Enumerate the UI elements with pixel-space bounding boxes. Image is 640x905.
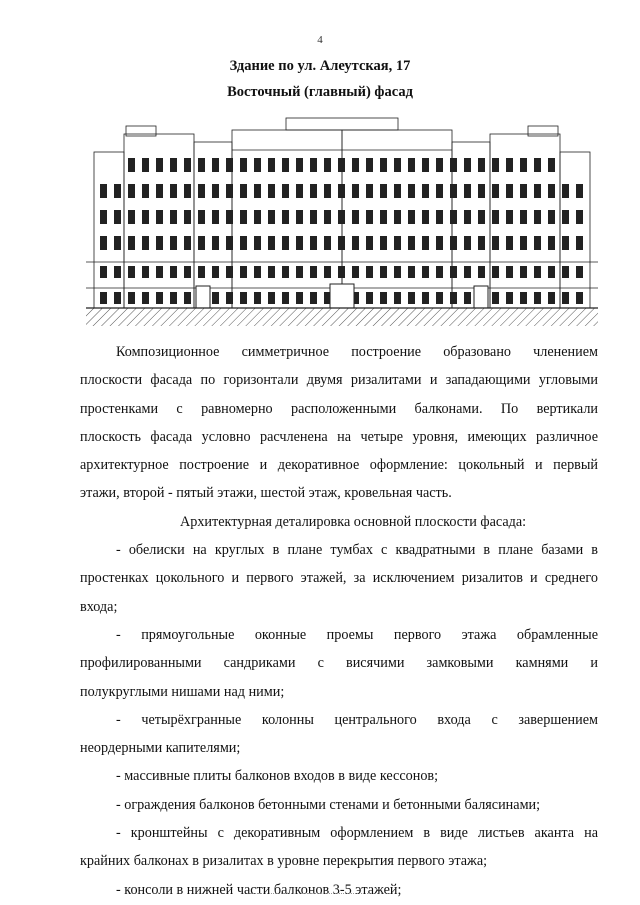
facade-window [380,184,387,198]
facade-window [100,184,107,198]
facade-svg [86,112,598,334]
facade-window [548,236,555,250]
page-title: Здание по ул. Алеутская, 17 [229,58,411,74]
facade-window [338,210,345,224]
facade-window [380,158,387,172]
facade-window [212,236,219,250]
facade-window [198,236,205,250]
facade-window [338,266,345,278]
list-item-line: - консоли в нижней части балконов 3-5 этажей; [116,881,402,898]
facade-window [394,210,401,224]
facade-window [240,266,247,278]
facade-window [142,184,149,198]
facade-window [450,266,457,278]
facade-block [94,152,124,308]
facade-window [128,210,135,224]
facade-window [352,236,359,250]
facade-window [352,210,359,224]
facade-window [198,184,205,198]
facade-window [170,266,177,278]
facade-window [436,292,443,304]
facade-window [506,184,513,198]
facade-window [142,236,149,250]
facade-window [212,158,219,172]
facade-window [436,266,443,278]
facade-window [254,236,261,250]
facade-window [184,158,191,172]
facade-window [506,236,513,250]
list-item-line: - четырёхгранные колонны центрального входа с завершением [116,711,598,728]
facade-window [114,266,121,278]
facade-drawing [86,112,598,334]
facade-window [240,158,247,172]
facade-window [450,292,457,304]
facade-window [422,184,429,198]
facade-window [212,266,219,278]
facade-window [422,210,429,224]
facade-window [548,210,555,224]
facade-window [282,236,289,250]
facade-window [142,266,149,278]
page-footer-mark [250,893,390,896]
facade-window [408,292,415,304]
facade-window [408,266,415,278]
facade-window [464,266,471,278]
facade-window [366,236,373,250]
facade-window [324,266,331,278]
facade-window [338,158,345,172]
list-item-line: простенках цокольного и первого этажей, за исключением ризалитов и среднего [80,570,598,587]
facade-window [100,236,107,250]
facade-window [492,236,499,250]
facade-window [296,236,303,250]
facade-window [114,210,121,224]
facade-window [478,236,485,250]
facade-window [310,236,317,250]
facade-window [422,266,429,278]
list-item-line: - прямоугольные оконные проемы первого этажа обрамленные [116,626,598,643]
facade-window [100,210,107,224]
facade-window [282,292,289,304]
facade-window [408,158,415,172]
list-item-line: - кронштейны с декоративным оформлением в виде листьев аканта на [116,825,598,842]
facade-window [506,158,513,172]
facade-window [548,158,555,172]
facade-window [520,184,527,198]
facade-window [338,184,345,198]
facade-window [100,292,107,304]
facade-window [380,210,387,224]
facade-window [548,266,555,278]
paragraph-line: этажи, второй - пятый этажи, шестой этаж, кровельная часть. [80,485,452,502]
list-item-line: входа; [80,598,118,615]
facade-window [310,292,317,304]
facade-window [226,236,233,250]
side-entrance [474,286,488,308]
facade-window [534,210,541,224]
paragraph-line: плоскости фасада по горизонтали двумя ризалитами и западающими угловыми [80,372,598,389]
paragraph-line: архитектурное построение и декоративное оформление: цокольный и первый [80,457,598,474]
list-item-line: крайних балконах в ризалитах в уровне перекрытия первого этажа; [80,853,488,870]
facade-window [142,292,149,304]
facade-window [240,184,247,198]
facade-window [394,266,401,278]
facade-window [394,292,401,304]
paragraph-line: Композиционное симметричное построение образовано членением [116,344,598,360]
list-item-line: полукруглыми нишами над ними; [80,683,285,700]
facade-window [128,266,135,278]
facade-window [478,158,485,172]
facade-window [450,236,457,250]
facade-window [226,158,233,172]
facade-block [560,152,590,308]
facade-window [506,292,513,304]
facade-window [324,236,331,250]
facade-window [394,236,401,250]
ground-hatching [86,308,598,326]
facade-window [562,184,569,198]
facade-window [492,210,499,224]
facade-window [492,266,499,278]
facade-window [184,210,191,224]
facade-window [114,236,121,250]
facade-window [534,184,541,198]
facade-window [576,266,583,278]
facade-window [464,210,471,224]
facade-window [408,210,415,224]
list-item-line: - массивные плиты балконов входов в виде кессонов; [116,768,439,785]
facade-window [170,184,177,198]
facade-window [282,210,289,224]
facade-window [562,266,569,278]
facade-window [562,210,569,224]
list-item-line: - обелиски на круглых в плане тумбах с квадратными в плане базами в [116,542,598,559]
facade-window [170,292,177,304]
facade-window [534,292,541,304]
facade-window [450,210,457,224]
central-entrance [330,284,354,308]
side-entrance [196,286,210,308]
facade-window [254,292,261,304]
facade-window [478,184,485,198]
facade-window [436,236,443,250]
facade-window [198,210,205,224]
facade-window [366,158,373,172]
facade-window [156,158,163,172]
facade-window [576,292,583,304]
facade-window [254,210,261,224]
facade-window [408,184,415,198]
facade-window [240,210,247,224]
facade-window [142,210,149,224]
facade-window [464,236,471,250]
facade-window [422,292,429,304]
facade-window [156,184,163,198]
facade-window [240,236,247,250]
facade-window [170,210,177,224]
facade-window [506,266,513,278]
facade-window [422,236,429,250]
facade-window [562,292,569,304]
paragraph-line: простенками с равномерно расположенными балконами. По вертикали [80,400,598,417]
facade-window [184,266,191,278]
facade-window [408,236,415,250]
facade-window [282,158,289,172]
facade-window [548,184,555,198]
facade-window [156,210,163,224]
facade-window [240,292,247,304]
facade-window [464,184,471,198]
facade-window [296,266,303,278]
facade-window [296,292,303,304]
facade-window [254,158,261,172]
facade-window [282,184,289,198]
facade-window [450,184,457,198]
section-heading: Архитектурная деталировка основной плоскости фасада: [180,513,527,530]
facade-window [576,184,583,198]
facade-window [352,158,359,172]
facade-window [366,210,373,224]
facade-window [338,236,345,250]
facade-window [380,236,387,250]
facade-window [198,266,205,278]
facade-window [296,184,303,198]
facade-window [520,292,527,304]
facade-window [268,236,275,250]
facade-window [576,210,583,224]
facade-window [310,184,317,198]
facade-window [226,292,233,304]
roof-structure [126,126,156,136]
facade-window [310,210,317,224]
facade-window [366,184,373,198]
facade-window [520,158,527,172]
facade-window [324,184,331,198]
facade-window [478,266,485,278]
facade-window [212,292,219,304]
facade-window [436,184,443,198]
facade-window [450,158,457,172]
facade-window [282,266,289,278]
facade-window [226,184,233,198]
facade-window [534,266,541,278]
facade-window [394,158,401,172]
paragraph-line: плоскость фасада условно расчленена на четыре уровня, имеющих различное [80,428,598,445]
facade-window [254,266,261,278]
facade-window [156,292,163,304]
facade-window [156,266,163,278]
facade-window [296,158,303,172]
facade-window [184,236,191,250]
facade-window [226,210,233,224]
facade-window [170,236,177,250]
facade-window [422,158,429,172]
facade-window [520,210,527,224]
facade-window [380,266,387,278]
facade-window [366,292,373,304]
facade-window [128,292,135,304]
list-item-line: профилированными сандриками с висячими замковыми камнями и [80,655,598,672]
facade-window [394,184,401,198]
facade-window [114,184,121,198]
facade-window [520,266,527,278]
facade-window [352,184,359,198]
facade-window [296,210,303,224]
facade-window [310,158,317,172]
facade-window [128,158,135,172]
facade-window [268,210,275,224]
facade-window [436,158,443,172]
facade-window [128,184,135,198]
facade-window [226,266,233,278]
facade-window [562,236,569,250]
list-item-line: неордерными капителями; [80,740,241,757]
facade-window [436,210,443,224]
facade-window [366,266,373,278]
facade-window [464,292,471,304]
facade-window [212,210,219,224]
facade-window [506,210,513,224]
facade-window [352,266,359,278]
facade-window [520,236,527,250]
roof-structure [528,126,558,136]
page-number: 4 [317,34,323,46]
facade-window [114,292,121,304]
facade-window [380,292,387,304]
facade-window [268,266,275,278]
facade-window [170,158,177,172]
facade-window [534,158,541,172]
facade-window [492,158,499,172]
facade-window [184,184,191,198]
facade-window [324,158,331,172]
roof-pavilion [286,118,398,130]
facade-window [576,236,583,250]
facade-window [324,210,331,224]
facade-window [548,292,555,304]
facade-window [268,158,275,172]
page-subtitle: Восточный (главный) фасад [227,84,413,100]
facade-window [492,184,499,198]
facade-window [142,158,149,172]
facade-window [156,236,163,250]
document-body [80,338,598,904]
facade-window [268,184,275,198]
facade-window [198,158,205,172]
facade-window [184,292,191,304]
list-item-line: - ограждения балконов бетонными стенами и бетонными балясинами; [116,796,541,813]
facade-window [212,184,219,198]
facade-window [492,292,499,304]
facade-window [478,210,485,224]
facade-window [310,266,317,278]
facade-window [128,236,135,250]
facade-window [100,266,107,278]
facade-window [268,292,275,304]
facade-window [534,236,541,250]
facade-window [254,184,261,198]
facade-window [464,158,471,172]
